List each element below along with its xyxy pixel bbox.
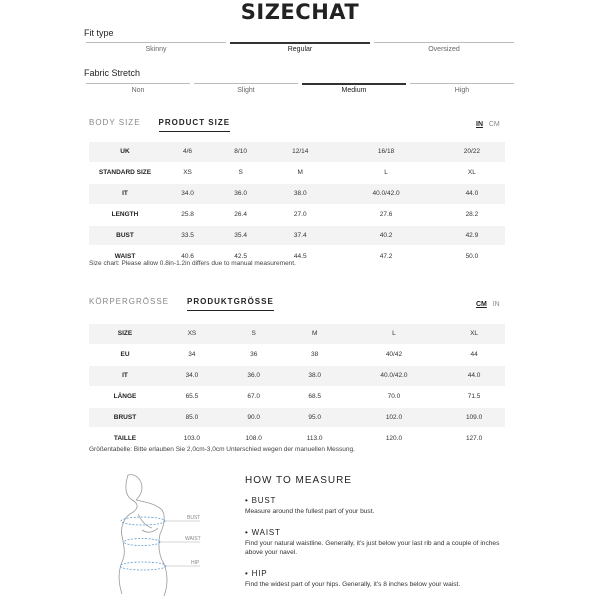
table-cell: XL bbox=[439, 162, 505, 183]
row-header: EU bbox=[89, 344, 161, 365]
fit-type-label: Fit type bbox=[84, 28, 114, 38]
table-cell: 4/6 bbox=[161, 142, 214, 163]
table-cell: 85.0 bbox=[161, 407, 223, 428]
table-cell: 16/18 bbox=[333, 142, 438, 163]
size-tabs-en bbox=[89, 118, 230, 132]
table-cell: 67.0 bbox=[223, 386, 285, 407]
unit-toggle-en bbox=[476, 121, 500, 128]
table-cell: 38.0 bbox=[267, 183, 333, 204]
table-cell: 42.5 bbox=[214, 246, 267, 266]
fabric-stretch-option bbox=[408, 83, 516, 97]
table-cell: 50.0 bbox=[439, 246, 505, 266]
fit-type-scale bbox=[84, 42, 516, 56]
table-cell: 40.6 bbox=[161, 246, 214, 266]
table-cell: 8/10 bbox=[214, 142, 267, 163]
tab-koerpergroesse[interactable]: KÖRPERGRÖSSE bbox=[89, 297, 170, 306]
row-header: SIZE bbox=[89, 324, 161, 345]
table-cell: 44.5 bbox=[267, 246, 333, 266]
fabric-stretch-option-label: Medium bbox=[341, 87, 367, 94]
unit-in-option[interactable]: IN bbox=[476, 121, 483, 128]
fit-type-bar bbox=[230, 42, 370, 44]
row-header: BUST bbox=[89, 225, 161, 246]
fit-type-option-label: Skinny bbox=[145, 46, 167, 53]
measure-waist-desc: Find your natural waistline. Generally, it's just below your last rib and a couple of inches above your navel. bbox=[245, 540, 500, 556]
table-cell: 42.9 bbox=[439, 225, 505, 246]
table-cell: S bbox=[214, 162, 267, 183]
table-cell: 36.0 bbox=[223, 365, 285, 386]
fabric-stretch-option bbox=[84, 83, 192, 97]
fit-type-option bbox=[372, 42, 516, 56]
fabric-stretch-bar bbox=[194, 83, 298, 84]
fabric-stretch-scale bbox=[84, 83, 516, 97]
table-cell: 103.0 bbox=[161, 428, 223, 448]
fabric-stretch-bar bbox=[410, 83, 514, 84]
table-cell: 38.0 bbox=[285, 365, 345, 386]
table-cell: 44 bbox=[443, 344, 505, 365]
fabric-stretch-option bbox=[300, 83, 408, 97]
row-header: BRUST bbox=[89, 407, 161, 428]
fit-type-option-label: Regular bbox=[287, 46, 313, 53]
measure-hip-desc: Find the widest part of your hips. Generally, it's 8 inches below your waist. bbox=[245, 581, 461, 588]
figure-label-waist: WAIST bbox=[185, 536, 201, 542]
table-cell: 26.4 bbox=[214, 204, 267, 225]
table-cell: 70.0 bbox=[345, 386, 443, 407]
unit-cm-option[interactable]: CM bbox=[488, 121, 500, 128]
table-cell: 36.0 bbox=[214, 183, 267, 204]
table-cell: 27.6 bbox=[333, 204, 438, 225]
table-cell: L bbox=[333, 162, 438, 183]
fabric-stretch-label: Fabric Stretch bbox=[84, 68, 141, 78]
table-cell: 36 bbox=[223, 344, 285, 365]
figure-label-bust: BUST bbox=[187, 515, 201, 521]
table-cell: 113.0 bbox=[285, 428, 345, 448]
table-cell: 33.5 bbox=[161, 225, 214, 246]
unit-cm-option-de[interactable]: CM bbox=[476, 301, 487, 308]
table-row bbox=[89, 365, 505, 386]
fabric-stretch-option bbox=[192, 83, 300, 97]
table-cell: 68.5 bbox=[285, 386, 345, 407]
row-header: WAIST bbox=[89, 246, 161, 266]
table-cell: XL bbox=[443, 324, 505, 345]
fit-type-bar bbox=[374, 42, 514, 43]
fit-type-option-label: Oversized bbox=[428, 46, 460, 53]
fabric-stretch-option-label: Slight bbox=[237, 87, 255, 94]
row-header: LENGTH bbox=[89, 204, 161, 225]
fit-type-option bbox=[228, 42, 372, 56]
size-tabs-de bbox=[89, 297, 274, 311]
fit-type-option bbox=[84, 42, 228, 56]
tab-body-size[interactable]: BODY SIZE bbox=[89, 118, 141, 127]
table-cell: 127.0 bbox=[443, 428, 505, 448]
table-cell: XS bbox=[161, 162, 214, 183]
table-cell: 120.0 bbox=[345, 428, 443, 448]
figure-label-hip: HIP bbox=[191, 560, 200, 566]
body-silhouette-icon bbox=[80, 470, 230, 600]
measure-hip-heading: • HIP bbox=[245, 569, 268, 578]
fabric-stretch-option-label: High bbox=[454, 87, 470, 94]
table-cell: 65.5 bbox=[161, 386, 223, 407]
table-row bbox=[89, 142, 505, 163]
table-cell: 95.0 bbox=[285, 407, 345, 428]
fabric-stretch-option-label: Non bbox=[131, 87, 145, 94]
table-cell: 44.0 bbox=[439, 183, 505, 204]
table-row bbox=[89, 344, 505, 365]
table-row bbox=[89, 324, 505, 345]
table-row bbox=[89, 225, 505, 246]
body-measure-figure bbox=[80, 470, 230, 600]
table-cell: 27.0 bbox=[267, 204, 333, 225]
fit-type-bar bbox=[86, 42, 226, 43]
measure-bust-heading: • BUST bbox=[245, 496, 277, 505]
product-size-table bbox=[89, 141, 505, 266]
table-row bbox=[89, 183, 505, 204]
table-cell: 20/22 bbox=[439, 142, 505, 163]
table-cell: 71.5 bbox=[443, 386, 505, 407]
table-cell: 90.0 bbox=[223, 407, 285, 428]
table-row bbox=[89, 407, 505, 428]
how-to-measure-title: HOW TO MEASURE bbox=[245, 475, 352, 486]
table-cell: S bbox=[223, 324, 285, 345]
table-cell: 108.0 bbox=[223, 428, 285, 448]
unit-in-option-de[interactable]: IN bbox=[492, 301, 500, 308]
table-cell: L bbox=[345, 324, 443, 345]
measure-waist-heading: • WAIST bbox=[245, 528, 281, 537]
row-header: TAILLE bbox=[89, 428, 161, 448]
tab-product-size[interactable]: PRODUCT SIZE bbox=[159, 118, 231, 132]
row-header: IT bbox=[89, 183, 161, 204]
table-cell: 34 bbox=[161, 344, 223, 365]
table-cell: 47.2 bbox=[333, 246, 438, 266]
table-row bbox=[89, 162, 505, 183]
table-cell: 102.0 bbox=[345, 407, 443, 428]
table-row bbox=[89, 204, 505, 225]
table-cell: 25.8 bbox=[161, 204, 214, 225]
table-cell: 28.2 bbox=[439, 204, 505, 225]
table-cell: 40.2 bbox=[333, 225, 438, 246]
table-cell: M bbox=[267, 162, 333, 183]
size-note-en: Size chart: Please allow 0.8in-1.2in differs due to manual measurement. bbox=[89, 260, 296, 267]
table-cell: 37.4 bbox=[267, 225, 333, 246]
table-cell: 44.0 bbox=[443, 365, 505, 386]
table-cell: M bbox=[285, 324, 345, 345]
table-cell: 35.4 bbox=[214, 225, 267, 246]
table-cell: 40.0/42.0 bbox=[333, 183, 438, 204]
produktgroesse-table bbox=[89, 323, 505, 448]
table-cell: 40.0/42.0 bbox=[345, 365, 443, 386]
fabric-stretch-bar bbox=[302, 83, 406, 85]
tab-produktgroesse[interactable]: PRODUKTGRÖSSE bbox=[187, 297, 274, 311]
table-cell: XS bbox=[161, 324, 223, 345]
row-header: IT bbox=[89, 365, 161, 386]
row-header: LÄNGE bbox=[89, 386, 161, 407]
table-cell: 38 bbox=[285, 344, 345, 365]
table-cell: 109.0 bbox=[443, 407, 505, 428]
table-cell: 12/14 bbox=[267, 142, 333, 163]
row-header: STANDARD SIZE bbox=[89, 162, 161, 183]
page-title: SIZECHAT bbox=[240, 0, 360, 24]
size-note-de: Größentabelle: Bitte erlauben Sie 2,0cm-3,0cm Unterschied wegen der manuellen Messung. bbox=[89, 446, 355, 453]
fabric-stretch-bar bbox=[86, 83, 190, 84]
measure-bust-desc: Measure around the fullest part of your bust. bbox=[245, 508, 375, 515]
table-cell: 40/42 bbox=[345, 344, 443, 365]
unit-toggle-de bbox=[476, 301, 500, 308]
table-cell: 34.0 bbox=[161, 183, 214, 204]
table-row bbox=[89, 386, 505, 407]
table-cell: 34.0 bbox=[161, 365, 223, 386]
row-header: UK bbox=[89, 142, 161, 163]
